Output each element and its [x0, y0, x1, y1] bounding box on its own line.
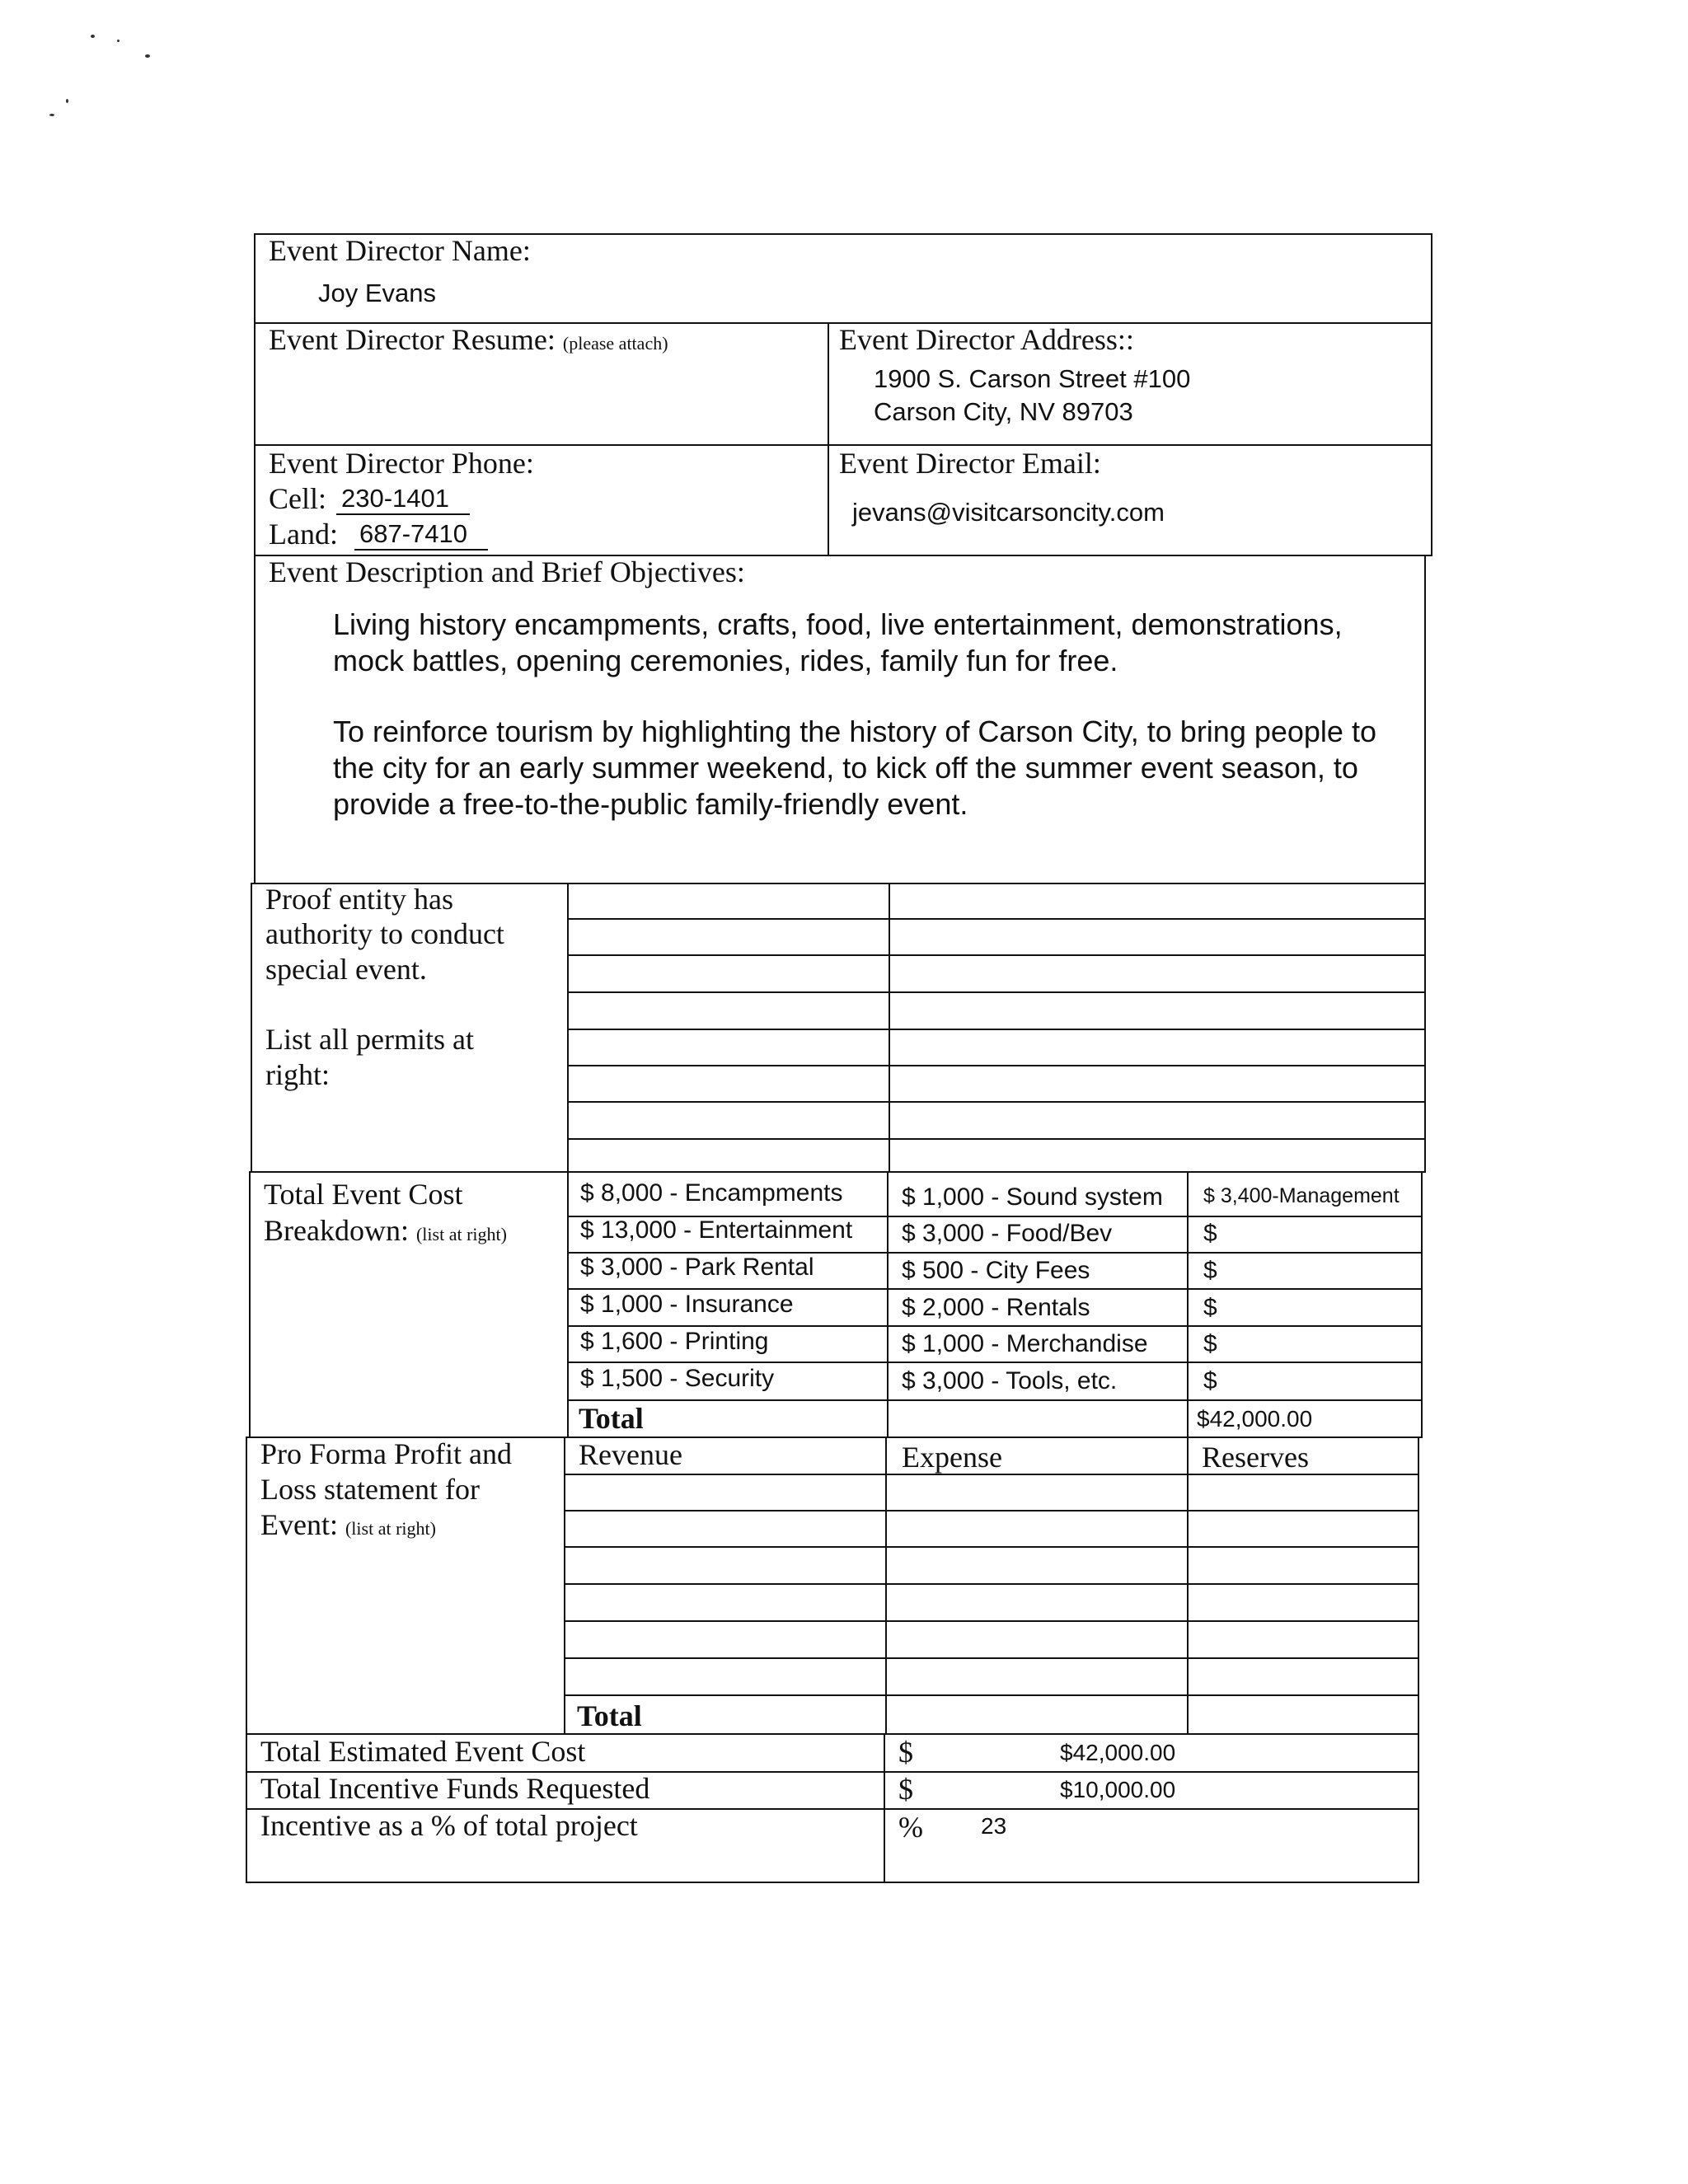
address-line2: Carson City, NV 89703	[874, 397, 1133, 426]
scan-speck	[145, 54, 150, 58]
cost-row-line	[569, 1361, 1423, 1363]
cost-label-line1: Total Event Cost	[264, 1178, 463, 1211]
cost-item: $ 1,600 - Printing	[580, 1328, 769, 1355]
cost-total-value: $42,000.00	[1197, 1406, 1313, 1432]
pro-forma-row-line	[565, 1546, 1419, 1548]
percent-symbol: %	[898, 1811, 923, 1844]
scan-speck	[49, 114, 54, 116]
permits-divider-2	[889, 883, 890, 1173]
description-paragraph-1: Living history encampments, crafts, food, live entertainment, demonstrations, mock battles, opening ceremonies, rides, family fun for free.	[333, 607, 1343, 677]
cost-item: $	[1203, 1367, 1217, 1394]
cost-item: $ 3,000 - Food/Bev	[902, 1220, 1113, 1247]
cost-item: $	[1203, 1294, 1217, 1321]
incentive-label: Total Incentive Funds Requested	[260, 1772, 650, 1805]
pro-forma-row-line	[565, 1694, 1419, 1696]
resume-label	[269, 322, 668, 357]
percent-value: 23	[981, 1813, 1007, 1839]
phone-email-divider	[828, 444, 829, 556]
cost-item: $ 1,000 - Merchandise	[902, 1330, 1148, 1357]
pro-forma-divider-1	[564, 1436, 565, 1735]
cell-value: 230-1401	[336, 484, 470, 515]
resume-address-divider	[828, 322, 829, 446]
permits-row-line	[569, 1101, 1426, 1103]
cost-item: $ 1,500 - Security	[580, 1365, 775, 1392]
cost-label-line2	[264, 1213, 507, 1248]
resume-label-text: Event Director Resume:	[269, 323, 556, 356]
est-cost-symbol: $	[898, 1736, 913, 1769]
permits-row-line	[569, 991, 1426, 993]
cost-item: $	[1203, 1220, 1217, 1247]
permits-row-line	[569, 1029, 1426, 1030]
cost-label-note: (list at right)	[415, 1224, 507, 1244]
revenue-header: Revenue	[579, 1438, 682, 1471]
pro-forma-total-label: Total	[577, 1699, 642, 1732]
director-name-label: Event Director Name:	[269, 234, 531, 267]
cost-item: $ 3,000 - Tools, etc.	[902, 1367, 1118, 1394]
pro-forma-label-text: Event:	[260, 1508, 338, 1541]
cost-item: $	[1203, 1330, 1217, 1357]
cost-item: $ 2,000 - Rentals	[902, 1294, 1090, 1321]
est-cost-label: Total Estimated Event Cost	[260, 1735, 586, 1768]
cost-row-line	[569, 1325, 1423, 1327]
cost-item: $ 3,000 - Park Rental	[580, 1254, 814, 1281]
email-value: jevans@visitcarsoncity.com	[852, 498, 1165, 527]
pro-forma-row-line	[565, 1620, 1419, 1622]
cost-item: $ 500 - City Fees	[902, 1257, 1090, 1284]
reserves-header: Reserves	[1202, 1441, 1309, 1474]
scan-speck	[117, 40, 120, 42]
cost-item: $ 3,400-Management	[1203, 1184, 1400, 1207]
permits-label-line3: special event.	[265, 953, 427, 986]
land-value: 687-7410	[354, 519, 488, 551]
incentive-value: $10,000.00	[1060, 1777, 1176, 1802]
expense-header: Expense	[902, 1441, 1002, 1474]
pro-forma-row-line	[565, 1657, 1419, 1659]
pro-forma-label-line2: Loss statement for	[260, 1473, 480, 1506]
pro-forma-label-note: (list at right)	[345, 1518, 436, 1539]
description-label: Event Description and Brief Objectives:	[269, 555, 745, 588]
pro-forma-divider-2	[885, 1436, 887, 1735]
permits-label-line5: right:	[265, 1058, 330, 1091]
cost-item: $ 1,000 - Insurance	[580, 1291, 794, 1318]
cost-divider-1	[567, 1171, 569, 1438]
email-label: Event Director Email:	[839, 447, 1101, 480]
permits-label-line1: Proof entity has	[265, 883, 453, 916]
cost-item: $	[1203, 1257, 1217, 1284]
resume-note: (please attach)	[562, 333, 668, 354]
cost-divider-2	[887, 1171, 889, 1438]
description-paragraph-2: To reinforce tourism by highlighting the history of Carson City, to bring people to the city for an early summer weekend, to kick off the summer event season, to provide a free-to-the-public family-friendly event.	[333, 715, 1376, 821]
pro-forma-divider-3	[1187, 1436, 1189, 1735]
pro-forma-row-line	[565, 1583, 1419, 1585]
pro-forma-label-line1: Pro Forma Profit and	[260, 1437, 512, 1470]
address-label: Event Director Address::	[839, 323, 1134, 356]
phone-label: Event Director Phone:	[269, 447, 534, 480]
percent-label: Incentive as a % of total project	[260, 1809, 638, 1842]
cost-label-text: Breakdown:	[264, 1214, 409, 1247]
cost-row-line	[569, 1399, 1423, 1401]
cost-divider-3	[1187, 1171, 1189, 1438]
pro-forma-row-line	[565, 1510, 1419, 1511]
permits-row-line	[569, 1138, 1426, 1140]
land-label: Land:	[269, 518, 338, 551]
pro-forma-label-line3	[260, 1507, 436, 1542]
director-name-value: Joy Evans	[318, 279, 437, 307]
permits-row-line	[569, 954, 1426, 956]
cost-row-line	[569, 1288, 1423, 1290]
scan-speck	[66, 99, 68, 103]
permits-label-line2: authority to conduct	[265, 917, 504, 950]
cost-item: $ 13,000 - Entertainment	[580, 1216, 853, 1244]
incentive-symbol: $	[898, 1773, 913, 1806]
permits-divider-1	[567, 883, 569, 1173]
permits-row-line	[569, 1065, 1426, 1066]
cost-total-label: Total	[579, 1402, 644, 1435]
permits-row-line	[569, 918, 1426, 920]
cell-label: Cell:	[269, 482, 326, 515]
permits-label-line4: List all permits at	[265, 1023, 474, 1056]
est-cost-value: $42,000.00	[1060, 1740, 1176, 1765]
address-line1: 1900 S. Carson Street #100	[874, 364, 1191, 393]
cost-item: $ 1,000 - Sound system	[902, 1183, 1163, 1211]
scan-speck	[91, 35, 95, 38]
cost-item: $ 8,000 - Encampments	[580, 1179, 843, 1207]
